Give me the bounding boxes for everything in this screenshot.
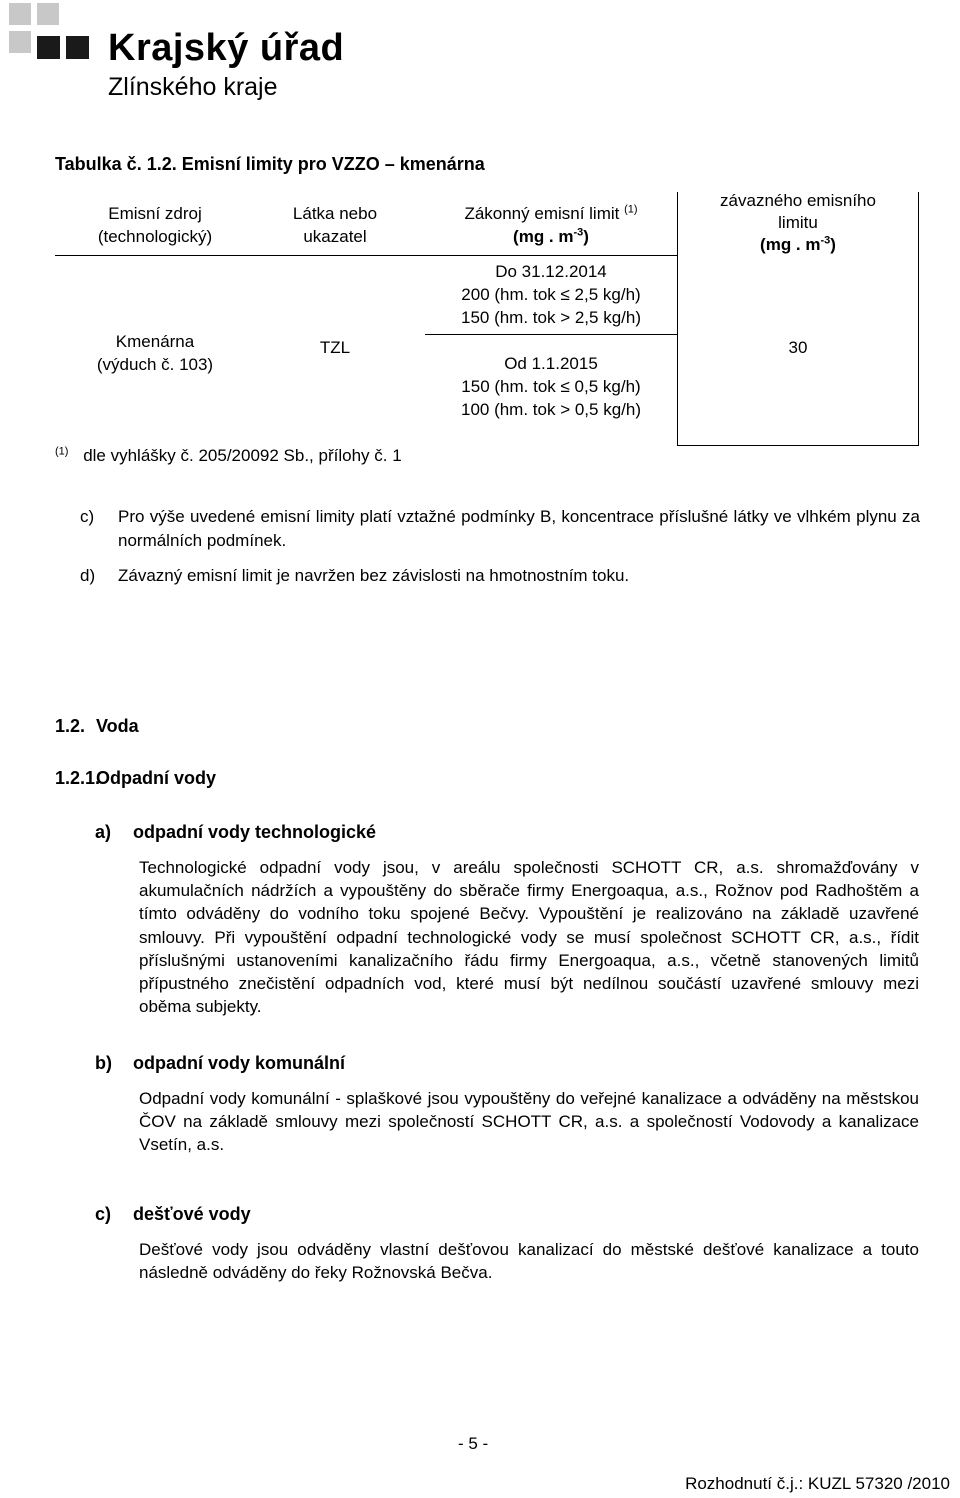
logo-subtitle: Zlínského kraje [108,73,278,101]
item-c-label: c) [95,1204,112,1224]
header-legal-limit-line1: Zákonný emisní limit [464,204,620,223]
header-binding-limit-unit-sup: -3 [820,234,831,247]
table-hline-header [55,255,677,256]
logo-title: Krajský úřad [108,27,345,69]
cell-limit-period1-date: Do 31.12.2014 [495,262,607,281]
table-caption: Tabulka č. 1.2. Emisní limity pro VZZO – kmenárna [55,154,485,174]
note-d [80,564,920,590]
item-b-heading [95,1053,345,1074]
footnote-mark: (1) [55,445,69,458]
item-c-text: Dešťové vody jsou odváděny vlastní dešťovou kanalizací do městské dešťové kanalizace a touto následně odváděny do řeky Rožnovská Bečva. [139,1240,919,1283]
cell-limit-period1-value2: 150 (hm. tok > 2,5 kg/h) [460,308,641,327]
page-number: - 5 - [458,1434,489,1453]
cell-limit-period1-value1: 200 (hm. tok ≤ 2,5 kg/h) [461,285,641,304]
logo-square-light-2 [37,3,59,25]
cell-limit-period2-value1: 150 (hm. tok ≤ 0,5 kg/h) [461,377,641,396]
header-substance-line2: ukazatel [303,227,367,246]
item-b-text: Odpadní vody komunální - splaškové jsou vypouštěny do veřejné kanalizace a odváděny na městskou ČOV na základě smlouvy mezi společností SCHOTT CR, a.s. a společností Vodovody a kanalizace Vsetín, a.s. [139,1089,919,1155]
item-c-title: dešťové vody [133,1204,251,1224]
logo-square-light [9,3,31,25]
header-source-line2: (technologický) [97,227,213,246]
item-a-text: Technologické odpadní vody jsou, v areálu společnosti SCHOTT CR, a.s. shromažďovány v akumulačních nádržích a vypouštěny do sběrače firmy Energoaqua, a.s., Rožnov pod Radhoštěm a tímto odváděny do vodního toku spojené Bečvy. Vypouštění je realizováno na základě uzavřené smlouvy. Při vypouštění odpadní technologické vody se musí společnost SCHOTT CR, a.s., řídit příslušnými ustanoveními kanalizačního řádu firmy Energoaqua, a.s., včetně stanovených limitů přípustného znečistění odpadních vod, které musí být nedílnou součástí uzavřené smlouvy mezi oběma subjekty. [139,858,919,1017]
cell-source [55,330,255,376]
section-number: 1.2. [55,716,86,736]
section-title: Voda [96,716,139,736]
subsection-heading [55,768,216,789]
header-substance [245,202,425,248]
item-a-title: odpadní vody technologické [133,822,377,842]
header-legal-limit [425,202,677,248]
cell-limit-period2 [425,352,677,421]
cell-limit-period1 [425,260,677,329]
cell-source-line1: Kmenárna [115,332,195,351]
note-d-label: d) [80,566,96,585]
header-legal-limit-sup: (1) [624,203,638,216]
header-substance-line1: Látka nebo [292,204,378,223]
cell-limit-period2-value2: 100 (hm. tok > 0,5 kg/h) [460,400,641,419]
subsection-title: Odpadní vody [96,768,217,788]
header-binding-limit-line2: limitu [778,213,818,232]
item-b-title: odpadní vody komunální [133,1053,346,1073]
table-hline-bottom [677,445,919,446]
note-c [80,505,920,555]
cell-binding-limit: 30 [788,338,808,357]
cell-source-line2: (výduch č. 103) [96,355,214,374]
header-binding-limit-unit-close: ) [830,235,836,254]
header-legal-limit-unit-close: ) [583,227,589,246]
note-d-text: Závazný emisní limit je navržen bez závislosti na hmotnostním toku. [118,566,630,585]
logo-square-light-3 [9,31,31,53]
table-footnote [55,446,402,466]
header-source-line1: Emisní zdroj [108,204,202,223]
logo-square-dark [37,36,60,59]
item-a-heading [95,822,376,843]
item-c-heading [95,1204,251,1225]
document-reference: Rozhodnutí č.j.: KUZL 57320 /2010 [685,1474,950,1493]
item-a-label: a) [95,822,112,842]
item-b-label: b) [95,1053,112,1073]
logo-square-dark-2 [66,36,89,59]
header-binding-limit-line1: závazného emisního [720,191,876,210]
header-source [55,202,255,248]
footnote-text: dle vyhlášky č. 205/20092 Sb., přílohy č. 1 [83,446,402,465]
table-hline-mid [425,334,677,335]
header-binding-limit-unit: (mg . m [760,235,821,254]
note-c-label: c) [80,507,95,526]
header-legal-limit-unit: (mg . m [513,227,574,246]
section-heading [55,716,139,737]
subsection-number: 1.2.1. [55,768,101,788]
note-c-text: Pro výše uvedené emisní limity platí vztažné podmínky B, koncentrace příslušné látky ve vlhkém plynu za normálních podmínek. [118,507,920,550]
cell-substance: TZL [319,338,351,357]
header-binding-limit [677,190,919,256]
emission-limits-table [55,192,919,446]
cell-limit-period2-date: Od 1.1.2015 [504,354,598,373]
header-legal-limit-unit-sup: -3 [573,226,584,239]
